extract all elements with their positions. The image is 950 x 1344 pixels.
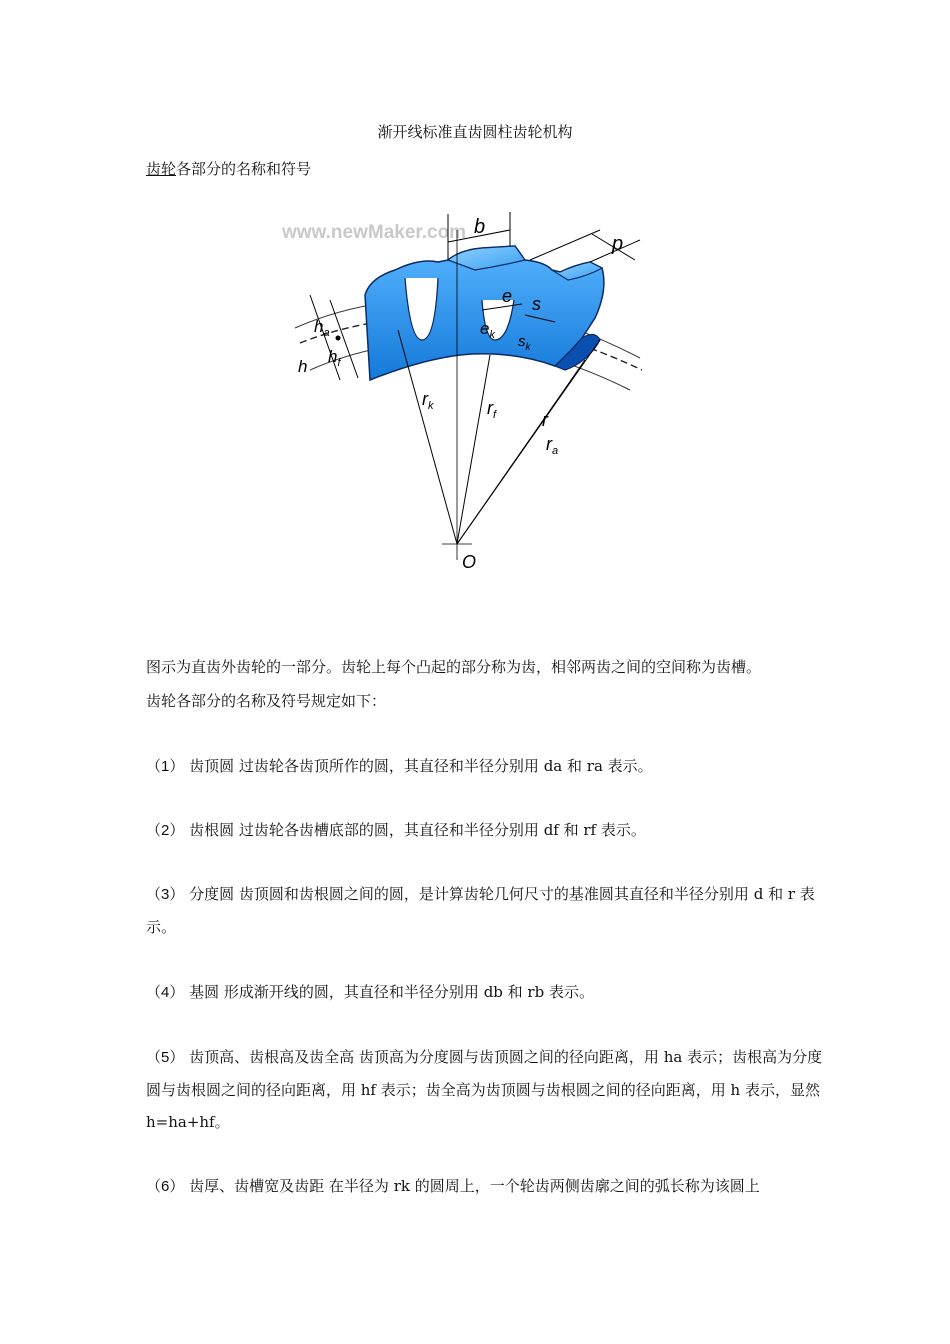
item-6-term: 齿厚、齿槽宽及齿距: [189, 1177, 325, 1195]
label-e: e: [502, 286, 513, 306]
item-4-text: 形成渐开线的圆，其直径和半径分别用 db 和 rb 表示。: [223, 983, 594, 1001]
item-1-text: 过齿轮各齿顶所作的圆，其直径和半径分别用 da 和 ra 表示。: [238, 757, 653, 775]
gear-link[interactable]: 齿轮: [146, 160, 177, 178]
item-2-text: 过齿轮各齿槽底部的圆，其直径和半径分别用 df 和 rf 表示。: [238, 821, 646, 839]
subtitle-text: 各部分的名称和符号: [176, 160, 312, 178]
radius-rf-line: [457, 355, 490, 544]
label-rk: $r_k$: [422, 389, 434, 412]
radius-rk-line: [398, 330, 457, 544]
label-s: s: [532, 294, 541, 314]
item-5-term: 齿顶高、齿根高及齿全高: [189, 1048, 355, 1066]
label-r: r: [542, 410, 548, 430]
pitch-point: [336, 336, 341, 341]
item-6-num: （6）: [146, 1178, 185, 1195]
intro-line-2: 齿轮各部分的名称及符号规定如下：: [146, 692, 387, 710]
label-hf: $h_f$: [328, 347, 341, 369]
item-3-text: 齿顶圆和齿根圆之间的圆，是计算齿轮几何尺寸的基准圆其直径和半径分别用 d 和 r 表示。: [146, 885, 815, 936]
item-1-term: 齿顶圆: [189, 757, 235, 775]
item-3: [146, 878, 836, 943]
item-2-num: （2）: [146, 822, 185, 839]
item-5: [146, 1041, 836, 1138]
item-2-term: 齿根圆: [189, 821, 235, 839]
label-b: b: [474, 216, 486, 238]
label-o: O: [462, 552, 477, 572]
item-4: [146, 976, 836, 1009]
label-ha: $h_a$: [314, 317, 330, 339]
gear-diagram: [270, 200, 670, 590]
item-6: [146, 1170, 836, 1203]
label-ra: $r_a$: [546, 434, 559, 457]
page-title: 渐开线标准直齿圆柱齿轮机构: [377, 123, 573, 141]
item-6-text: 在半径为 rk 的圆周上，一个轮齿两侧齿廓之间的弧长称为该圆上: [328, 1177, 760, 1195]
label-p: p: [612, 233, 624, 255]
label-h: h: [298, 357, 308, 376]
item-1: [146, 750, 836, 783]
item-5-text: 齿顶高为分度圆与齿顶圆之间的径向距离，用 ha 表示；齿根高为分度圆与齿根圆之间的径向距离，用 hf 表示；齿全高为齿顶圆与齿根圆之间的径向距离，用 h 表示，显然 h=ha+hf。: [146, 1048, 823, 1131]
label-ek: $e_k$: [480, 319, 495, 341]
section-subtitle: [146, 158, 311, 179]
intro-line-1: 图示为直齿外齿轮的一部分。齿轮上每个凸起的部分称为齿，相邻两齿之间的空间称为齿槽。: [146, 658, 762, 676]
item-3-term: 分度圆: [189, 885, 235, 903]
item-1-num: （1）: [146, 758, 185, 775]
pitch-p-line2: [530, 230, 600, 260]
item-4-num: （4）: [146, 984, 185, 1001]
item-2: [146, 814, 836, 847]
item-4-term: 基圆: [189, 983, 220, 1001]
item-5-num: （5）: [146, 1049, 185, 1066]
height-line2: [330, 300, 358, 378]
item-3-num: （3）: [146, 886, 185, 903]
watermark-text: www.newMaker.com: [282, 222, 467, 243]
radius-ra-line: [457, 340, 600, 544]
label-rf: $r_f$: [487, 398, 497, 421]
label-sk: $s_k$: [518, 333, 531, 353]
